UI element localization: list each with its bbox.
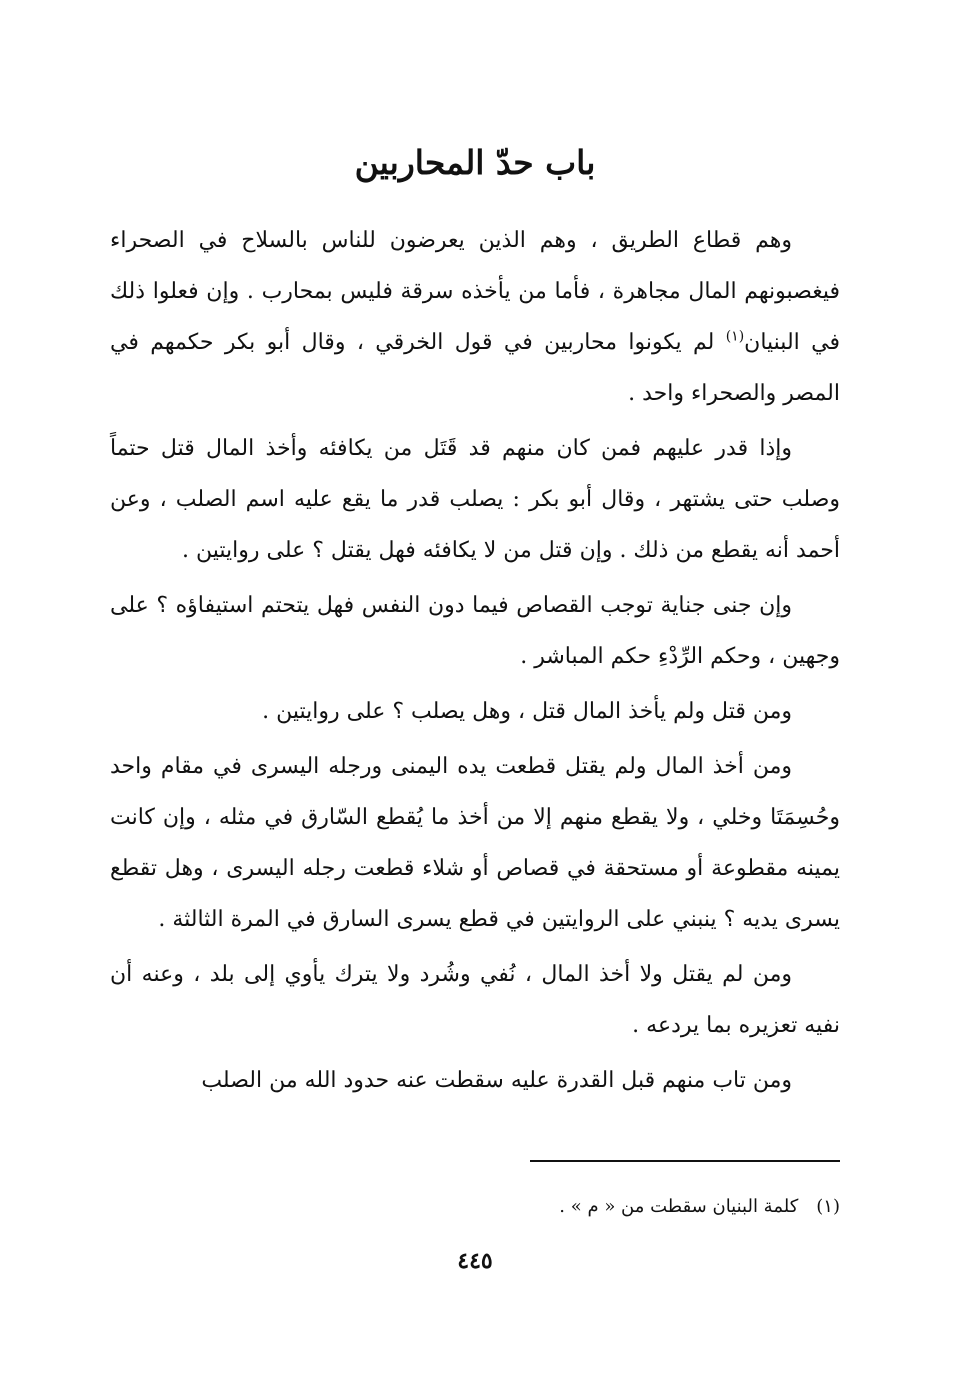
paragraph-5: ومن أخذ المال ولم يقتل قطعت يده اليمنى ورجله اليسرى في مقام واحد وحُسِمَتَا وخلي ، ولا يقطع منهم إلا من أخذ ما يُقطع السّارق في مثله ، وإن كانت يمينه مقطوعة أو مستحقة في قصاص أو شلاء قطعت رجله اليسرى ، وهل تقطع يسرى يديه ؟ ينبني على الروايتين في قطع يسرى السارق في المرة الثالثة . <box>110 754 840 932</box>
footnote <box>110 1192 840 1222</box>
footnote-number: (١) <box>816 1196 840 1217</box>
paragraph-1-text-b: لم يكونوا محاربين في قول الخرقي ، وقال أبو بكر حكمهم في المصر والصحراء واحد . <box>110 330 840 406</box>
paragraph-3: وإن جنى جناية توجب القصاص فيما دون النفس فهل يتحتم استيفاؤه ؟ على وجهين ، وحكم الرِّدْءِ حكم المباشر . <box>110 593 840 669</box>
paragraph-2: وإذا قدر عليهم فمن كان منهم قد قَتَل من يكافئه وأخذ المال قتل حتماً وصلب حتى يشتهر ، وقال أبو بكر : يصلب قدر ما يقع عليه اسم الصلب ، وعن أحمد أنه يقطع من ذلك . وإن قتل من لا يكافئه فهل يقتل ؟ على روايتين . <box>110 436 840 563</box>
paragraph-6: ومن لم يقتل ولا أخذ المال ، نُفي وشُرد ولا يترك يأوي إلى بلد ، وعنه أن نفيه تعزيره بما يردعه . <box>110 962 840 1038</box>
paragraph-7: ومن تاب منهم قبل القدرة عليه سقطت عنه حدود الله من الصلب <box>201 1068 792 1093</box>
page-number: ٤٤٥ <box>457 1248 493 1274</box>
book-page <box>110 0 840 1375</box>
paragraph-1-text-a: وهم قطاع الطريق ، وهم الذين يعرضون للناس بالسلاح في الصحراء فيغصبونهم المال مجاهرة ، فأما من يأخذه سرقة فليس بمحارب . وإن فعلوا ذلك في البنيان <box>110 228 840 355</box>
footnote-divider <box>530 1160 840 1162</box>
paragraph-4: ومن قتل ولم يأخذ المال قتل ، وهل يصلب ؟ على روايتين . <box>262 699 792 724</box>
footnote-marker: (١) <box>725 328 745 345</box>
chapter-title: باب حدّ المحاربين <box>354 143 596 182</box>
footnote-text: كلمة البنيان سقطت من « م » . <box>559 1196 799 1217</box>
body-text <box>110 215 840 1110</box>
paragraph-1 <box>110 215 840 419</box>
